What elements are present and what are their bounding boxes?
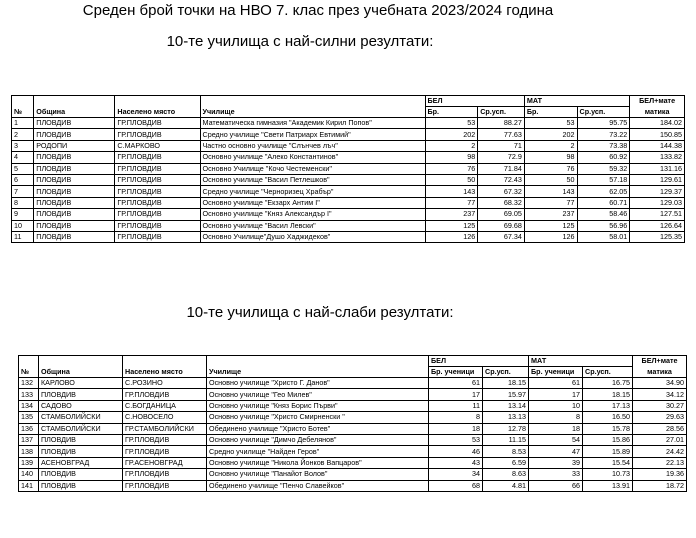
table-row bbox=[19, 469, 687, 480]
cell-naseleno: ГР.АСЕНОВГРАД bbox=[123, 457, 207, 468]
cell-sr-mat: 15.89 bbox=[583, 446, 633, 457]
cell-no: 2 bbox=[12, 129, 34, 140]
cell-uchilishte: Основно училище "Христо Смирненски " bbox=[207, 412, 429, 423]
cell-sr-mat: 16.75 bbox=[583, 378, 633, 389]
cell-belmat: 133.82 bbox=[630, 152, 685, 163]
mat-group-header: МАТ bbox=[529, 356, 633, 367]
cell-belmat: 27.01 bbox=[633, 434, 687, 445]
cell-sr-bel: 6.59 bbox=[483, 457, 529, 468]
cell-obshtina: ПЛОВДИВ bbox=[34, 163, 115, 174]
cell-sr-bel: 12.78 bbox=[483, 423, 529, 434]
cell-belmat: 28.56 bbox=[633, 423, 687, 434]
cell-no: 4 bbox=[12, 152, 34, 163]
cell-br-bel: 237 bbox=[425, 209, 478, 220]
cell-sr-mat: 56.96 bbox=[577, 220, 630, 231]
table-row bbox=[12, 152, 685, 163]
bel-group-header: БЕЛ bbox=[429, 356, 529, 367]
cell-naseleno: ГР.ПЛОВДИВ bbox=[123, 389, 207, 400]
col-obshtina-header: Община bbox=[39, 367, 123, 378]
cell-obshtina: ПЛОВДИВ bbox=[39, 480, 123, 491]
cell-uchilishte: Основно училище "Васил Левски" bbox=[200, 220, 425, 231]
cell-br-mat: 17 bbox=[529, 389, 583, 400]
cell-obshtina: ПЛОВДИВ bbox=[34, 118, 115, 129]
cell-sr-bel: 72.9 bbox=[478, 152, 525, 163]
cell-br-bel: 77 bbox=[425, 197, 478, 208]
cell-naseleno: ГР.ПЛОВДИВ bbox=[115, 152, 200, 163]
table-row bbox=[12, 197, 685, 208]
cell-sr-bel: 4.81 bbox=[483, 480, 529, 491]
belmat-header-bottom: матика bbox=[630, 107, 685, 118]
cell-sr-bel: 67.32 bbox=[478, 186, 525, 197]
cell-br-mat: 39 bbox=[529, 457, 583, 468]
cell-obshtina: АСЕНОВГРАД bbox=[39, 457, 123, 468]
cell-uchilishte: Обединено училище "Христо Ботев" bbox=[207, 423, 429, 434]
belmat-header-bottom: матика bbox=[633, 367, 687, 378]
cell-uchilishte: Основно училище "Васил Петлешков" bbox=[200, 174, 425, 185]
cell-sr-bel: 69.05 bbox=[478, 209, 525, 220]
cell-belmat: 30.27 bbox=[633, 400, 687, 411]
cell-uchilishte: Основно училище "Екзарх Антим I" bbox=[200, 197, 425, 208]
cell-sr-mat: 62.05 bbox=[577, 186, 630, 197]
table-row bbox=[19, 389, 687, 400]
cell-obshtina: КАРЛОВО bbox=[39, 378, 123, 389]
cell-br-bel: 53 bbox=[425, 118, 478, 129]
cell-obshtina: СТАМБОЛИЙСКИ bbox=[39, 423, 123, 434]
cell-naseleno: ГР.ПЛОВДИВ bbox=[115, 231, 200, 242]
cell-naseleno: ГР.ПЛОВДИВ bbox=[123, 446, 207, 457]
cell-no: 137 bbox=[19, 434, 39, 445]
cell-br-bel: 17 bbox=[429, 389, 483, 400]
cell-belmat: 34.12 bbox=[633, 389, 687, 400]
cell-obshtina: ПЛОВДИВ bbox=[34, 220, 115, 231]
cell-sr-bel: 77.63 bbox=[478, 129, 525, 140]
top-schools-heading: 10-те училища с най-силни резултати: bbox=[166, 33, 434, 50]
cell-belmat: 129.03 bbox=[630, 197, 685, 208]
table-row bbox=[12, 186, 685, 197]
cell-sr-mat: 73.22 bbox=[577, 129, 630, 140]
cell-no: 7 bbox=[12, 186, 34, 197]
cell-br-bel: 61 bbox=[429, 378, 483, 389]
cell-br-bel: 43 bbox=[429, 457, 483, 468]
col-br-mat-header: Бр. ученици bbox=[529, 367, 583, 378]
cell-sr-bel: 71.84 bbox=[478, 163, 525, 174]
cell-br-mat: 54 bbox=[529, 434, 583, 445]
table-row bbox=[12, 209, 685, 220]
table-row bbox=[19, 423, 687, 434]
cell-obshtina: СТАМБОЛИЙСКИ bbox=[39, 412, 123, 423]
cell-br-bel: 125 bbox=[425, 220, 478, 231]
cell-br-bel: 34 bbox=[429, 469, 483, 480]
cell-obshtina: ПЛОВДИВ bbox=[34, 186, 115, 197]
cell-obshtina: РОДОПИ bbox=[34, 140, 115, 151]
cell-no: 1 bbox=[12, 118, 34, 129]
col-uchilishte-header: Училище bbox=[207, 367, 429, 378]
bottom-schools-table bbox=[18, 355, 687, 492]
table-row bbox=[12, 220, 685, 231]
cell-sr-bel: 11.15 bbox=[483, 434, 529, 445]
cell-obshtina: ПЛОВДИВ bbox=[34, 129, 115, 140]
cell-naseleno: ГР.ПЛОВДИВ bbox=[115, 186, 200, 197]
cell-br-bel: 2 bbox=[425, 140, 478, 151]
cell-belmat: 150.85 bbox=[630, 129, 685, 140]
belmat-header-top: БЕЛ+мате bbox=[633, 356, 687, 367]
cell-br-mat: 61 bbox=[529, 378, 583, 389]
cell-no: 132 bbox=[19, 378, 39, 389]
table-row bbox=[19, 457, 687, 468]
top-schools-table bbox=[11, 95, 685, 243]
cell-sr-mat: 15.86 bbox=[583, 434, 633, 445]
cell-sr-mat: 17.13 bbox=[583, 400, 633, 411]
cell-br-mat: 143 bbox=[524, 186, 577, 197]
cell-uchilishte: Обединено училище "Пенчо Славейков" bbox=[207, 480, 429, 491]
cell-br-bel: 202 bbox=[425, 129, 478, 140]
cell-sr-mat: 15.54 bbox=[583, 457, 633, 468]
cell-belmat: 18.72 bbox=[633, 480, 687, 491]
cell-br-bel: 18 bbox=[429, 423, 483, 434]
cell-br-bel: 53 bbox=[429, 434, 483, 445]
cell-br-mat: 237 bbox=[524, 209, 577, 220]
cell-sr-mat: 59.32 bbox=[577, 163, 630, 174]
cell-belmat: 129.61 bbox=[630, 174, 685, 185]
cell-br-bel: 8 bbox=[429, 412, 483, 423]
cell-no: 9 bbox=[12, 209, 34, 220]
cell-belmat: 125.35 bbox=[630, 231, 685, 242]
col-uchilishte-header: Училище bbox=[200, 107, 425, 118]
cell-uchilishte: Средно училище "Черноризец Храбър" bbox=[200, 186, 425, 197]
cell-naseleno: ГР.ПЛОВДИВ bbox=[123, 480, 207, 491]
table-row bbox=[12, 163, 685, 174]
col-no-header: № bbox=[19, 367, 39, 378]
cell-br-bel: 126 bbox=[425, 231, 478, 242]
cell-sr-bel: 67.34 bbox=[478, 231, 525, 242]
cell-naseleno: ГР.СТАМБОЛИЙСКИ bbox=[123, 423, 207, 434]
cell-br-mat: 98 bbox=[524, 152, 577, 163]
cell-sr-bel: 69.68 bbox=[478, 220, 525, 231]
cell-br-bel: 11 bbox=[429, 400, 483, 411]
cell-br-mat: 8 bbox=[529, 412, 583, 423]
cell-br-bel: 98 bbox=[425, 152, 478, 163]
cell-uchilishte: Основно Училище"Душо Хаджидеков" bbox=[200, 231, 425, 242]
cell-belmat: 29.63 bbox=[633, 412, 687, 423]
cell-br-bel: 143 bbox=[425, 186, 478, 197]
col-br-mat-header: Бр. bbox=[524, 107, 577, 118]
cell-sr-mat: 10.73 bbox=[583, 469, 633, 480]
table-row bbox=[12, 174, 685, 185]
cell-naseleno: С.МАРКОВО bbox=[115, 140, 200, 151]
cell-naseleno: ГР.ПЛОВДИВ bbox=[123, 469, 207, 480]
table-row bbox=[19, 480, 687, 491]
cell-naseleno: ГР.ПЛОВДИВ bbox=[115, 118, 200, 129]
cell-uchilishte: Основно училище "Христо Г. Данов" bbox=[207, 378, 429, 389]
cell-br-bel: 46 bbox=[429, 446, 483, 457]
cell-no: 3 bbox=[12, 140, 34, 151]
cell-uchilishte: Основно училище "Никола Йонков Вапцаров" bbox=[207, 457, 429, 468]
cell-br-mat: 47 bbox=[529, 446, 583, 457]
cell-sr-mat: 57.18 bbox=[577, 174, 630, 185]
cell-no: 133 bbox=[19, 389, 39, 400]
cell-br-mat: 18 bbox=[529, 423, 583, 434]
table-row bbox=[19, 378, 687, 389]
cell-br-mat: 76 bbox=[524, 163, 577, 174]
cell-belmat: 131.16 bbox=[630, 163, 685, 174]
cell-naseleno: ГР.ПЛОВДИВ bbox=[115, 174, 200, 185]
cell-no: 141 bbox=[19, 480, 39, 491]
cell-naseleno: ГР.ПЛОВДИВ bbox=[115, 197, 200, 208]
mat-group-header: МАТ bbox=[524, 96, 629, 107]
col-sr-bel-header: Ср.усп. bbox=[483, 367, 529, 378]
cell-uchilishte: Основно училище "Гео Милев" bbox=[207, 389, 429, 400]
cell-belmat: 34.90 bbox=[633, 378, 687, 389]
cell-belmat: 19.36 bbox=[633, 469, 687, 480]
cell-obshtina: ПЛОВДИВ bbox=[34, 231, 115, 242]
cell-belmat: 126.64 bbox=[630, 220, 685, 231]
col-naseleno-header: Населено място bbox=[123, 367, 207, 378]
bel-group-header: БЕЛ bbox=[425, 96, 524, 107]
col-naseleno-header: Населено място bbox=[115, 107, 200, 118]
table-row bbox=[19, 446, 687, 457]
cell-belmat: 22.13 bbox=[633, 457, 687, 468]
bottom-schools-heading: 10-те училища с най-слаби резултати: bbox=[186, 304, 454, 321]
cell-belmat: 144.38 bbox=[630, 140, 685, 151]
cell-sr-mat: 58.01 bbox=[577, 231, 630, 242]
cell-no: 135 bbox=[19, 412, 39, 423]
table-row bbox=[19, 400, 687, 411]
cell-obshtina: ПЛОВДИВ bbox=[34, 152, 115, 163]
cell-obshtina: ПЛОВДИВ bbox=[39, 434, 123, 445]
cell-belmat: 24.42 bbox=[633, 446, 687, 457]
col-br-bel-header: Бр. bbox=[425, 107, 478, 118]
cell-sr-mat: 18.15 bbox=[583, 389, 633, 400]
cell-sr-mat: 15.78 bbox=[583, 423, 633, 434]
cell-obshtina: ПЛОВДИВ bbox=[39, 446, 123, 457]
cell-belmat: 127.51 bbox=[630, 209, 685, 220]
table-row bbox=[12, 118, 685, 129]
cell-naseleno: С.БОГДАНИЦА bbox=[123, 400, 207, 411]
page-title: Среден брой точки на НВО 7. клас през учебната 2023/2024 година bbox=[82, 2, 554, 19]
cell-uchilishte: Основно училище "Алеко Константинов" bbox=[200, 152, 425, 163]
cell-sr-bel: 13.13 bbox=[483, 412, 529, 423]
cell-uchilishte: Основно Училище "Кочо Честеменски" bbox=[200, 163, 425, 174]
cell-sr-mat: 73.38 bbox=[577, 140, 630, 151]
cell-br-mat: 66 bbox=[529, 480, 583, 491]
cell-no: 5 bbox=[12, 163, 34, 174]
table-row bbox=[19, 434, 687, 445]
cell-no: 6 bbox=[12, 174, 34, 185]
cell-naseleno: ГР.ПЛОВДИВ bbox=[115, 220, 200, 231]
cell-naseleno: С.РОЗИНО bbox=[123, 378, 207, 389]
cell-br-mat: 202 bbox=[524, 129, 577, 140]
cell-naseleno: ГР.ПЛОВДИВ bbox=[123, 434, 207, 445]
cell-br-bel: 50 bbox=[425, 174, 478, 185]
cell-br-bel: 76 bbox=[425, 163, 478, 174]
cell-br-mat: 2 bbox=[524, 140, 577, 151]
cell-no: 140 bbox=[19, 469, 39, 480]
cell-belmat: 184.02 bbox=[630, 118, 685, 129]
cell-sr-mat: 58.46 bbox=[577, 209, 630, 220]
cell-br-mat: 126 bbox=[524, 231, 577, 242]
cell-obshtina: ПЛОВДИВ bbox=[39, 389, 123, 400]
cell-naseleno: ГР.ПЛОВДИВ bbox=[115, 209, 200, 220]
cell-obshtina: ПЛОВДИВ bbox=[34, 197, 115, 208]
cell-sr-bel: 8.53 bbox=[483, 446, 529, 457]
cell-uchilishte: Средно училище "Свети Патриарх Евтимий" bbox=[200, 129, 425, 140]
table-row bbox=[12, 231, 685, 242]
cell-obshtina: ПЛОВДИВ bbox=[34, 174, 115, 185]
cell-uchilishte: Частно основно училище "Слънчев лъч" bbox=[200, 140, 425, 151]
cell-uchilishte: Основно училище "Панайот Волов" bbox=[207, 469, 429, 480]
cell-sr-mat: 60.71 bbox=[577, 197, 630, 208]
cell-br-mat: 50 bbox=[524, 174, 577, 185]
cell-uchilishte: Средно училище "Найден Геров" bbox=[207, 446, 429, 457]
cell-sr-mat: 95.75 bbox=[577, 118, 630, 129]
cell-sr-mat: 13.91 bbox=[583, 480, 633, 491]
col-sr-mat-header: Ср.усп. bbox=[577, 107, 630, 118]
cell-sr-mat: 16.50 bbox=[583, 412, 633, 423]
cell-no: 136 bbox=[19, 423, 39, 434]
cell-obshtina: ПЛОВДИВ bbox=[34, 209, 115, 220]
cell-naseleno: ГР.ПЛОВДИВ bbox=[115, 129, 200, 140]
cell-br-mat: 10 bbox=[529, 400, 583, 411]
col-obshtina-header: Община bbox=[34, 107, 115, 118]
cell-uchilishte: Основно училище "Княз Борис Първи" bbox=[207, 400, 429, 411]
cell-no: 138 bbox=[19, 446, 39, 457]
col-br-bel-header: Бр. ученици bbox=[429, 367, 483, 378]
cell-sr-bel: 88.27 bbox=[478, 118, 525, 129]
cell-sr-bel: 13.14 bbox=[483, 400, 529, 411]
col-sr-bel-header: Ср.усп. bbox=[478, 107, 525, 118]
cell-sr-bel: 72.43 bbox=[478, 174, 525, 185]
cell-naseleno: С.НОВОСЕЛО bbox=[123, 412, 207, 423]
cell-br-bel: 68 bbox=[429, 480, 483, 491]
cell-br-mat: 53 bbox=[524, 118, 577, 129]
table-row bbox=[12, 129, 685, 140]
cell-no: 8 bbox=[12, 197, 34, 208]
cell-no: 134 bbox=[19, 400, 39, 411]
cell-obshtina: ПЛОВДИВ bbox=[39, 469, 123, 480]
cell-br-mat: 125 bbox=[524, 220, 577, 231]
cell-sr-bel: 71 bbox=[478, 140, 525, 151]
cell-obshtina: САДОВО bbox=[39, 400, 123, 411]
cell-naseleno: ГР.ПЛОВДИВ bbox=[115, 163, 200, 174]
cell-sr-bel: 8.63 bbox=[483, 469, 529, 480]
belmat-header-top: БЕЛ+мате bbox=[630, 96, 685, 107]
cell-uchilishte: Основно училище "Димчо Дебелянов" bbox=[207, 434, 429, 445]
table-row bbox=[19, 412, 687, 423]
cell-uchilishte: Математическа гимназия "Академик Кирил Попов" bbox=[200, 118, 425, 129]
table-row bbox=[12, 140, 685, 151]
cell-br-mat: 77 bbox=[524, 197, 577, 208]
cell-sr-mat: 60.92 bbox=[577, 152, 630, 163]
cell-sr-bel: 18.15 bbox=[483, 378, 529, 389]
cell-sr-bel: 68.32 bbox=[478, 197, 525, 208]
col-sr-mat-header: Ср.усп. bbox=[583, 367, 633, 378]
cell-no: 139 bbox=[19, 457, 39, 468]
cell-br-mat: 33 bbox=[529, 469, 583, 480]
cell-sr-bel: 15.97 bbox=[483, 389, 529, 400]
col-no-header: № bbox=[12, 107, 34, 118]
cell-no: 10 bbox=[12, 220, 34, 231]
cell-belmat: 129.37 bbox=[630, 186, 685, 197]
cell-no: 11 bbox=[12, 231, 34, 242]
cell-uchilishte: Основно училище "Княз Александър I" bbox=[200, 209, 425, 220]
